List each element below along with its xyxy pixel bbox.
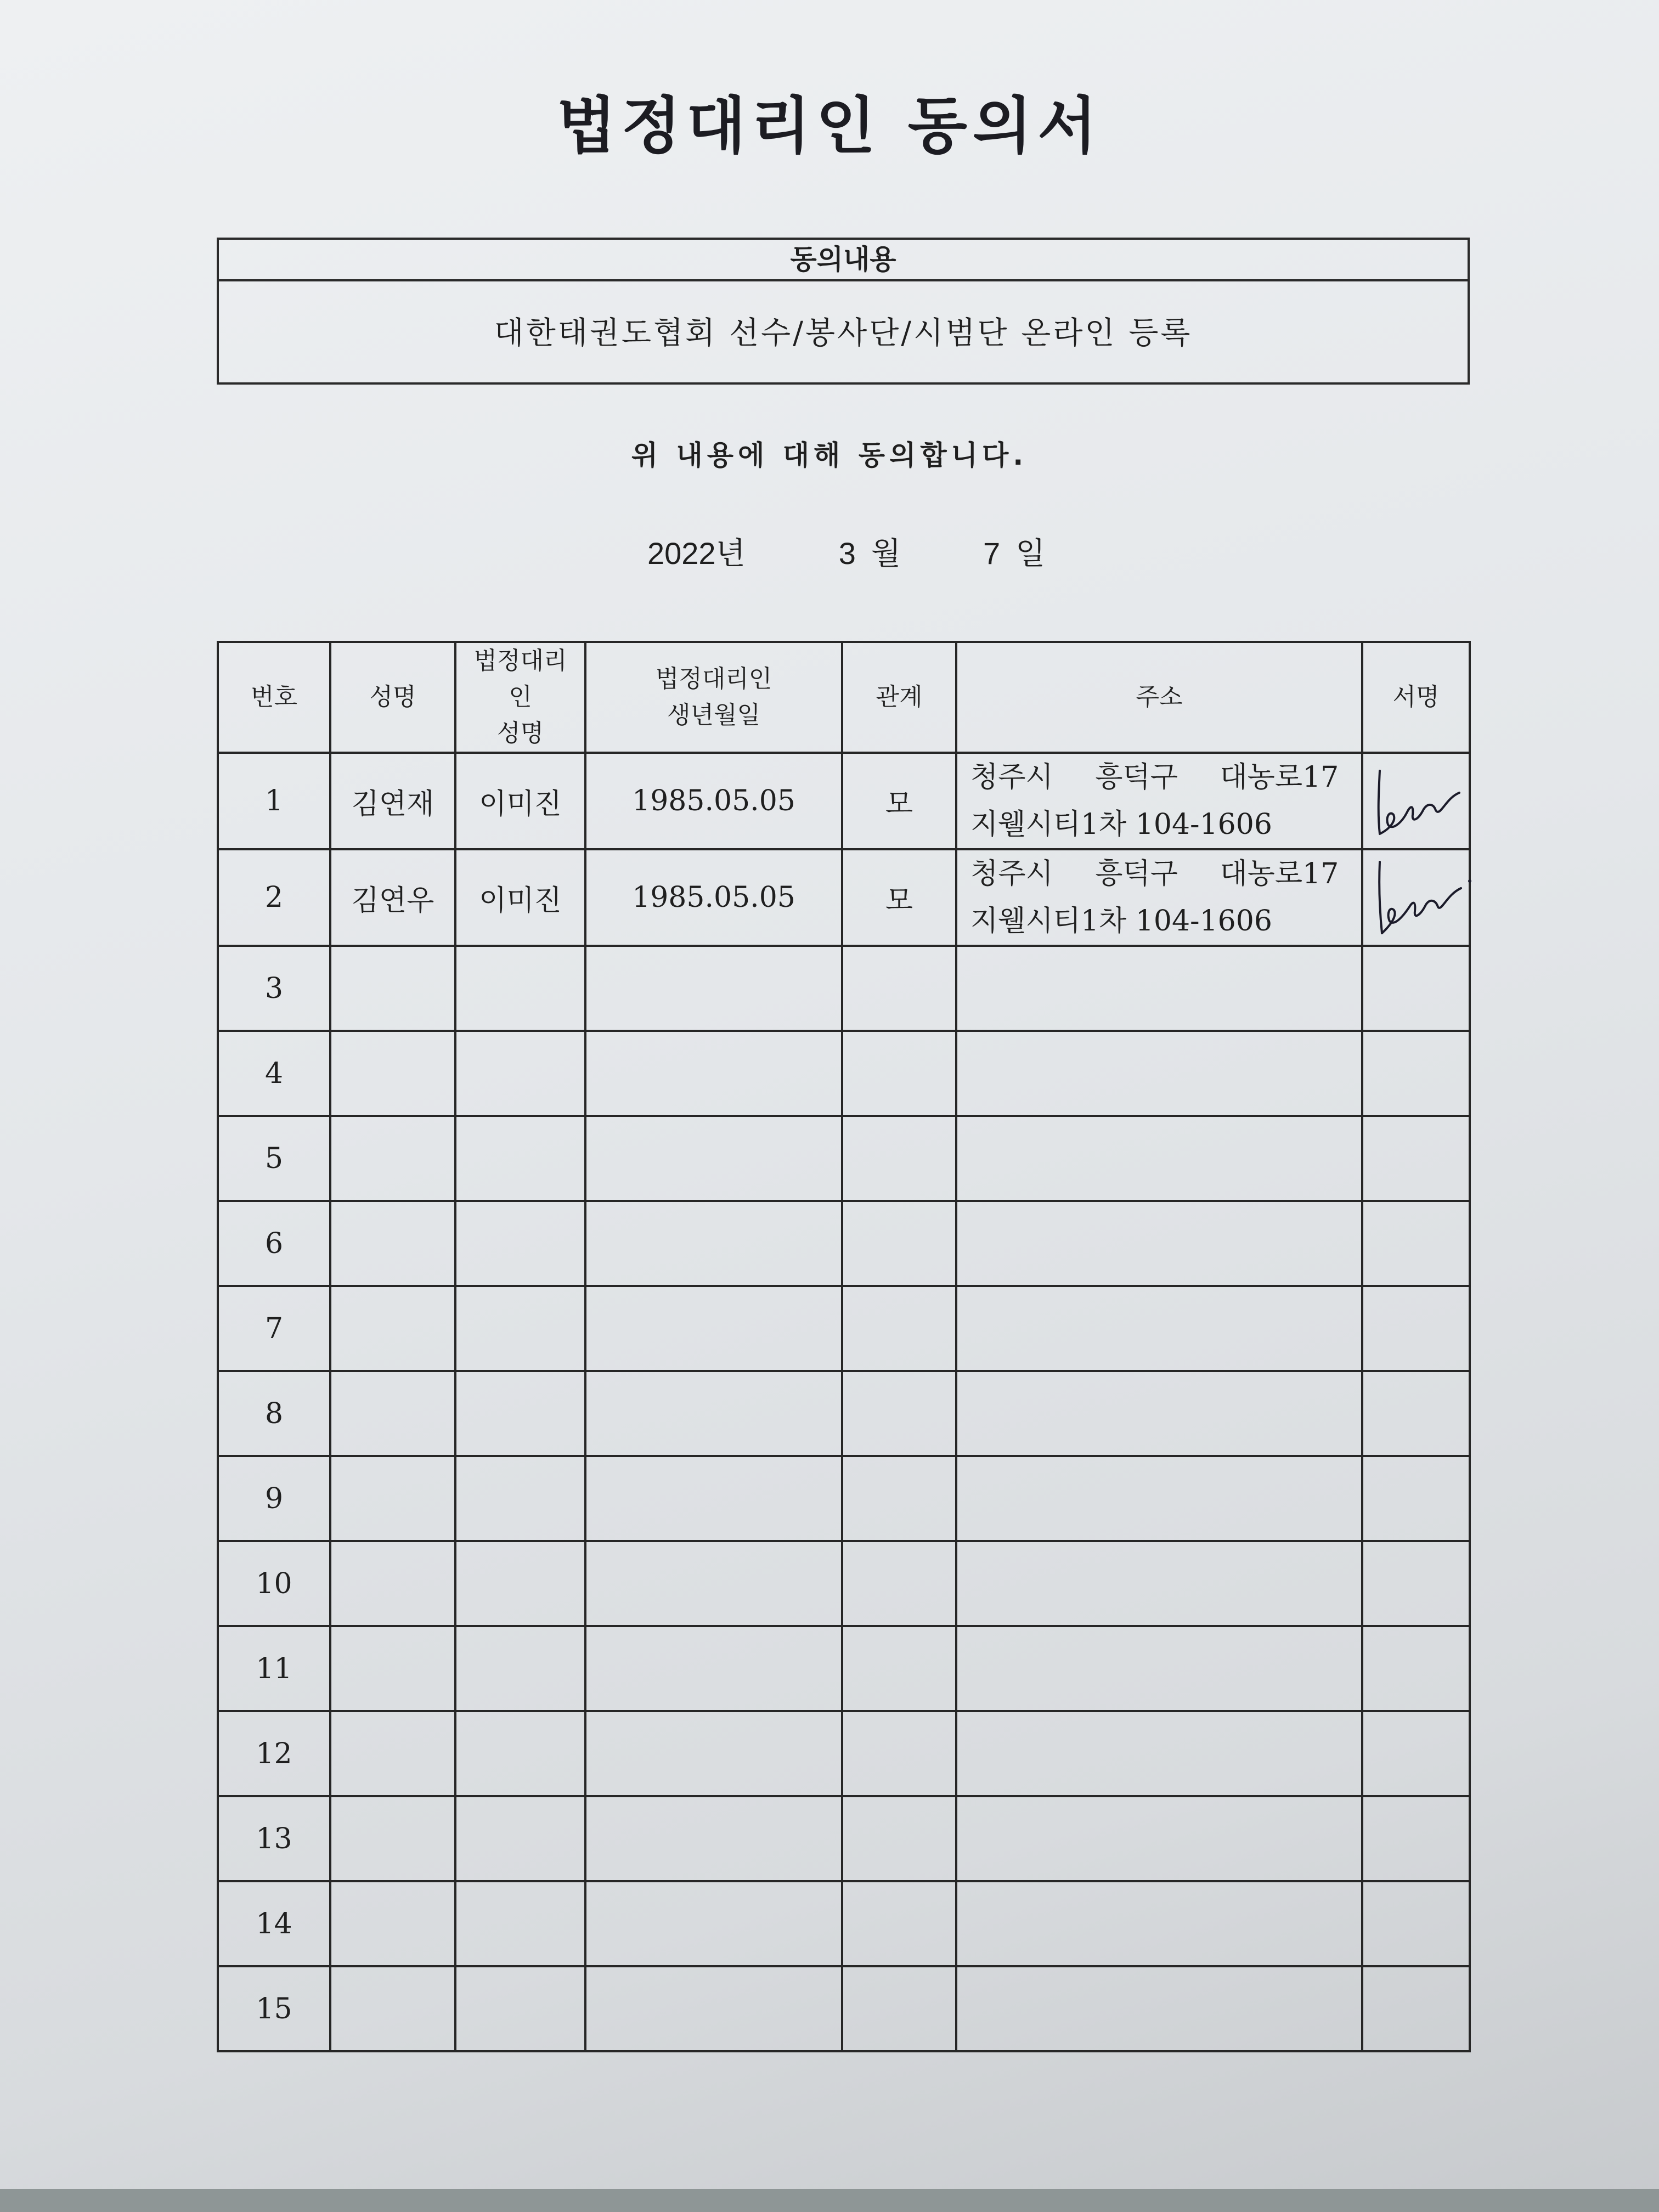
table-row xyxy=(218,1371,1470,1456)
cell-relation: 모 xyxy=(842,849,956,946)
signing-date xyxy=(647,529,1045,573)
cell-number: 4 xyxy=(218,1031,330,1116)
cell-address xyxy=(956,753,1362,849)
consent-body: 대한태권도협회 선수/봉사단/시범단 온라인 등록 xyxy=(494,315,1193,351)
date-month-label: 월 xyxy=(871,536,901,571)
table-body xyxy=(218,753,1470,2051)
table-row xyxy=(218,1626,1470,1711)
cell-number: 9 xyxy=(218,1456,330,1541)
address-line-2: 지웰시티1차 104-1606 xyxy=(970,808,1272,841)
address-line-1: 청주시 흥덕구 대농로17 xyxy=(970,857,1339,890)
header-guardian-name-line1: 법정대리 xyxy=(473,647,567,675)
table-header-row xyxy=(218,642,1470,753)
cell-signature xyxy=(1362,753,1470,849)
handwritten-signature xyxy=(1363,760,1473,842)
header-signature: 서명 xyxy=(1362,642,1470,753)
cell-number: 14 xyxy=(218,1881,330,1966)
cell-number: 6 xyxy=(218,1201,330,1286)
date-month-value: 3 xyxy=(838,536,856,571)
table-row xyxy=(218,1711,1470,1796)
cell-number: 10 xyxy=(218,1541,330,1626)
header-guardian-name xyxy=(455,642,585,753)
cell-name: 김연재 xyxy=(330,753,455,849)
cell-number: 11 xyxy=(218,1626,330,1711)
table-row xyxy=(218,1796,1470,1881)
cell-number: 12 xyxy=(218,1711,330,1796)
cell-name: 김연우 xyxy=(330,849,455,946)
background-surface xyxy=(0,2189,1659,2212)
agreement-statement: 위 내용에 대해 동의합니다. xyxy=(631,439,1028,471)
handwritten-signature xyxy=(1363,856,1473,939)
address-line-1: 청주시 흥덕구 대농로17 xyxy=(970,761,1339,794)
header-guardian-name-line3: 성명 xyxy=(496,719,544,747)
cell-guardian-birthdate: 1985.05.05 xyxy=(585,849,842,946)
cell-guardian-birthdate: 1985.05.05 xyxy=(585,753,842,849)
cell-guardian-name: 이미진 xyxy=(455,753,585,849)
date-day-label: 일 xyxy=(1015,536,1046,571)
cell-number: 2 xyxy=(218,849,330,946)
table-row xyxy=(218,1201,1470,1286)
date-day-value: 7 xyxy=(983,536,1001,571)
cell-address xyxy=(956,849,1362,946)
consent-header: 동의내용 xyxy=(219,240,1468,281)
guardian-consent-table xyxy=(217,641,1471,2052)
cell-signature xyxy=(1362,849,1470,946)
address-line-2: 지웰시티1차 104-1606 xyxy=(970,905,1272,938)
cell-number: 1 xyxy=(218,753,330,849)
header-relation: 관계 xyxy=(842,642,956,753)
header-guardian-birthdate-line2: 생년월일 xyxy=(667,701,760,729)
table-row xyxy=(218,1116,1470,1201)
header-name: 성명 xyxy=(330,642,455,753)
table-row xyxy=(218,946,1470,1031)
cell-number: 7 xyxy=(218,1286,330,1371)
table-row xyxy=(218,753,1470,849)
cell-number: 3 xyxy=(218,946,330,1031)
date-year: 2022년 xyxy=(647,536,746,571)
cell-number: 13 xyxy=(218,1796,330,1881)
table-row xyxy=(218,1541,1470,1626)
table-row xyxy=(218,1456,1470,1541)
document-title: 법정대리인 동의서 xyxy=(556,91,1103,162)
table-row xyxy=(218,849,1470,946)
header-guardian-birthdate xyxy=(585,642,842,753)
table-row xyxy=(218,1031,1470,1116)
cell-number: 5 xyxy=(218,1116,330,1201)
cell-guardian-name: 이미진 xyxy=(455,849,585,946)
consent-content-box xyxy=(217,238,1470,385)
table-row xyxy=(218,1286,1470,1371)
table-row xyxy=(218,1966,1470,2051)
header-guardian-name-line2: 인 xyxy=(509,683,532,711)
header-address: 주소 xyxy=(956,642,1362,753)
header-guardian-birthdate-line1: 법정대리인 xyxy=(655,665,772,693)
cell-relation: 모 xyxy=(842,753,956,849)
table-row xyxy=(218,1881,1470,1966)
cell-number: 15 xyxy=(218,1966,330,2051)
header-number: 번호 xyxy=(218,642,330,753)
cell-number: 8 xyxy=(218,1371,330,1456)
